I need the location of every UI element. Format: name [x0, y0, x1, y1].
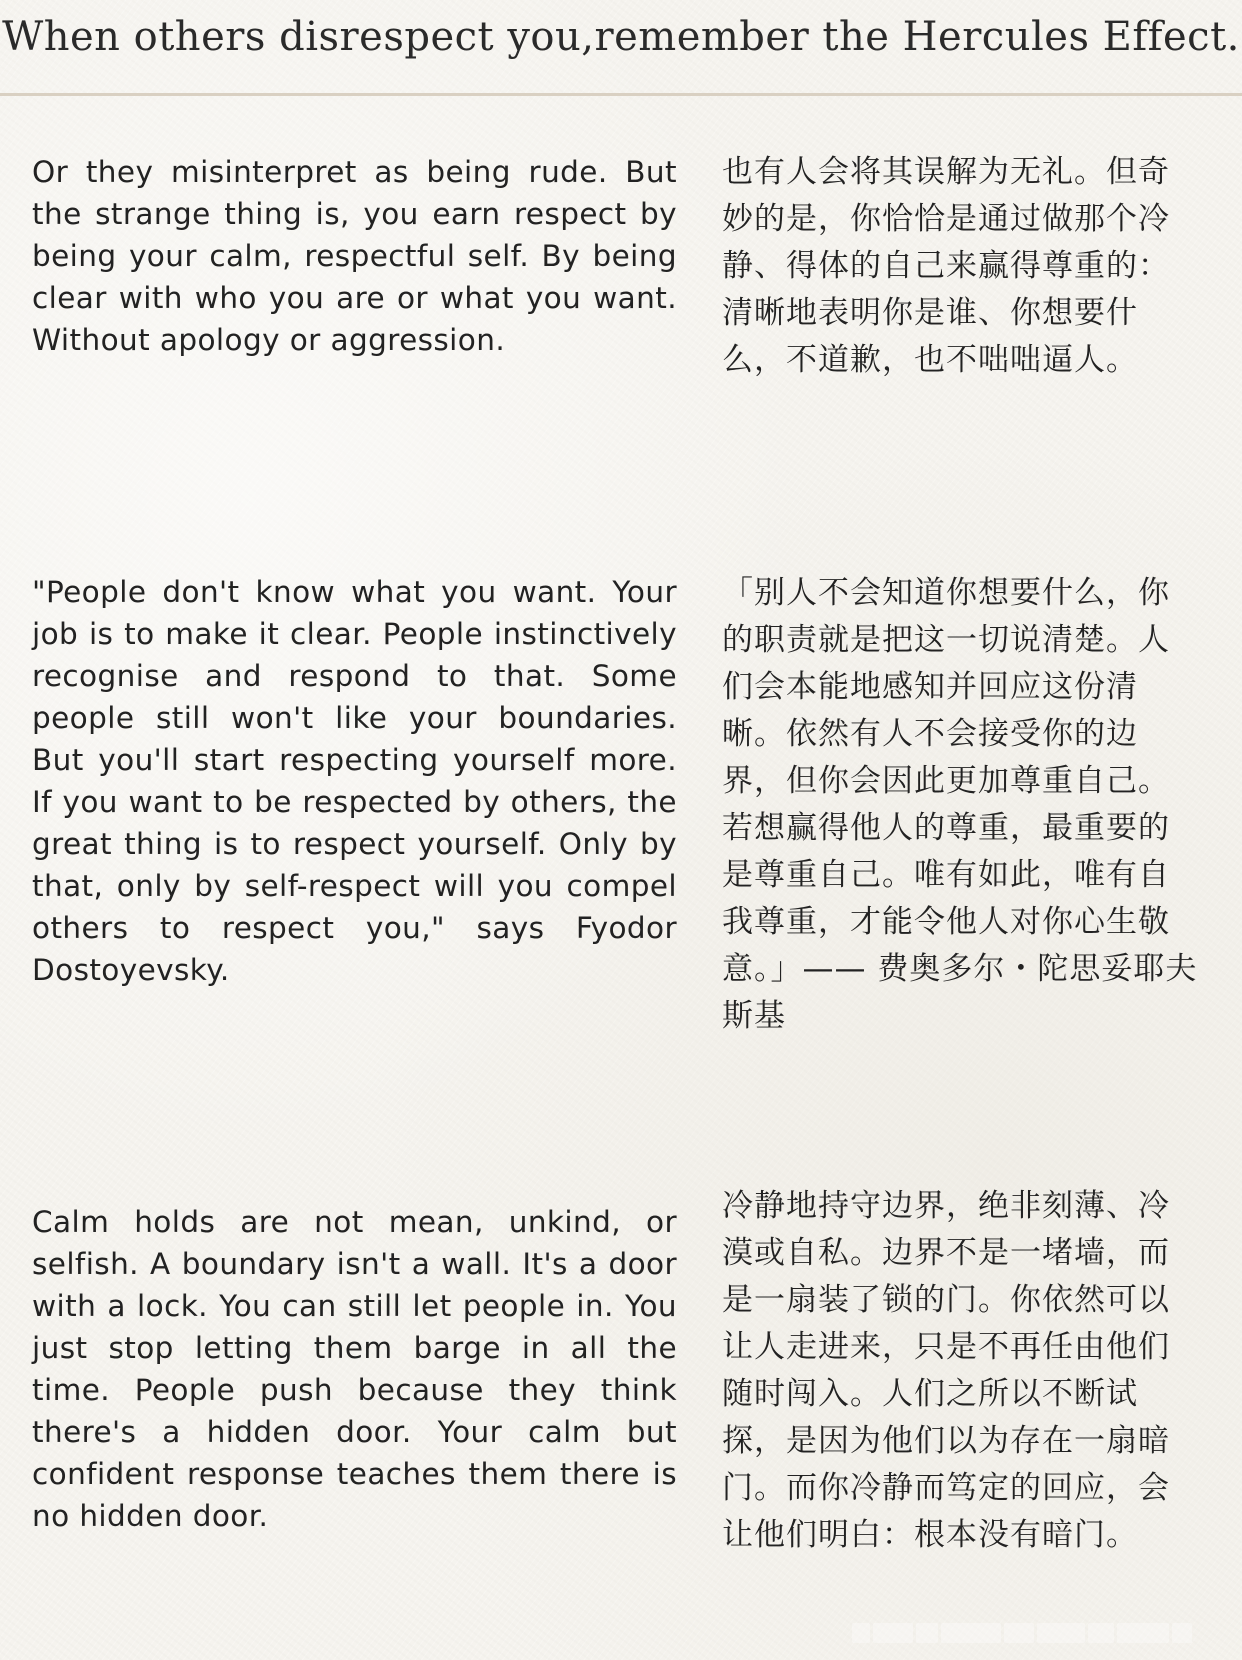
section-3-english: Calm holds are not mean, unkind, or selfish. A boundary isn't a wall. It's a door with a lock. You can still let people in. You just stop letting them barge in all the time. People push because they think there's a hidden door. Your calm but confident response teaches them there is no hidden door.: [32, 1205, 677, 1533]
section-2-chinese: 「别人不会知道你想要什么，你的职责就是把这一切说清楚。人们会本能地感知并回应这份清晰。依然有人不会接受你的边界，但你会因此更加尊重自己。若想赢得他人的尊重，最重要的是尊重自己。唯有如此，唯有自我尊重，才能令他人对你心生敬意。」—— 费奥多尔・陀思妥耶夫斯基: [722, 575, 1198, 1034]
section-2-english: "People don't know what you want. Your job is to make it clear. People instinctively recognise and respond to that. Some people still won't like your boundaries. But you'll start respecting yourself more. If you want to be respected by others, the great thing is to respect yourself. Only by that, only by self-respect will you compel others to respect you," says Fyodor Dostoyevsky.: [32, 575, 677, 987]
title-divider: [0, 93, 1242, 96]
section-3-chinese: 冷静地持守边界，绝非刻薄、冷漠或自私。边界不是一堵墙，而是一扇装了锁的门。你依然可以让人走进来，只是不再任由他们随时闯入。人们之所以不断试探，是因为他们以为存在一扇暗门。而你冷静而笃定的回应，会让他们明白：根本没有暗门。: [722, 1188, 1170, 1553]
page-title: When others disrespect you,remember the Hercules Effect.: [2, 14, 1240, 60]
section-1-chinese: 也有人会将其误解为无礼。但奇妙的是，你恰恰是通过做那个冷静、得体的自己来赢得尊重的：清晰地表明你是谁、你想要什么，不道歉，也不咄咄逼人。: [722, 154, 1170, 378]
watermark: [852, 1620, 1222, 1646]
section-1-english: Or they misinterpret as being rude. But the strange thing is, you earn respect by being your calm, respectful self. By being clear with who you are or what you want. Without apology or aggression.: [32, 155, 677, 357]
